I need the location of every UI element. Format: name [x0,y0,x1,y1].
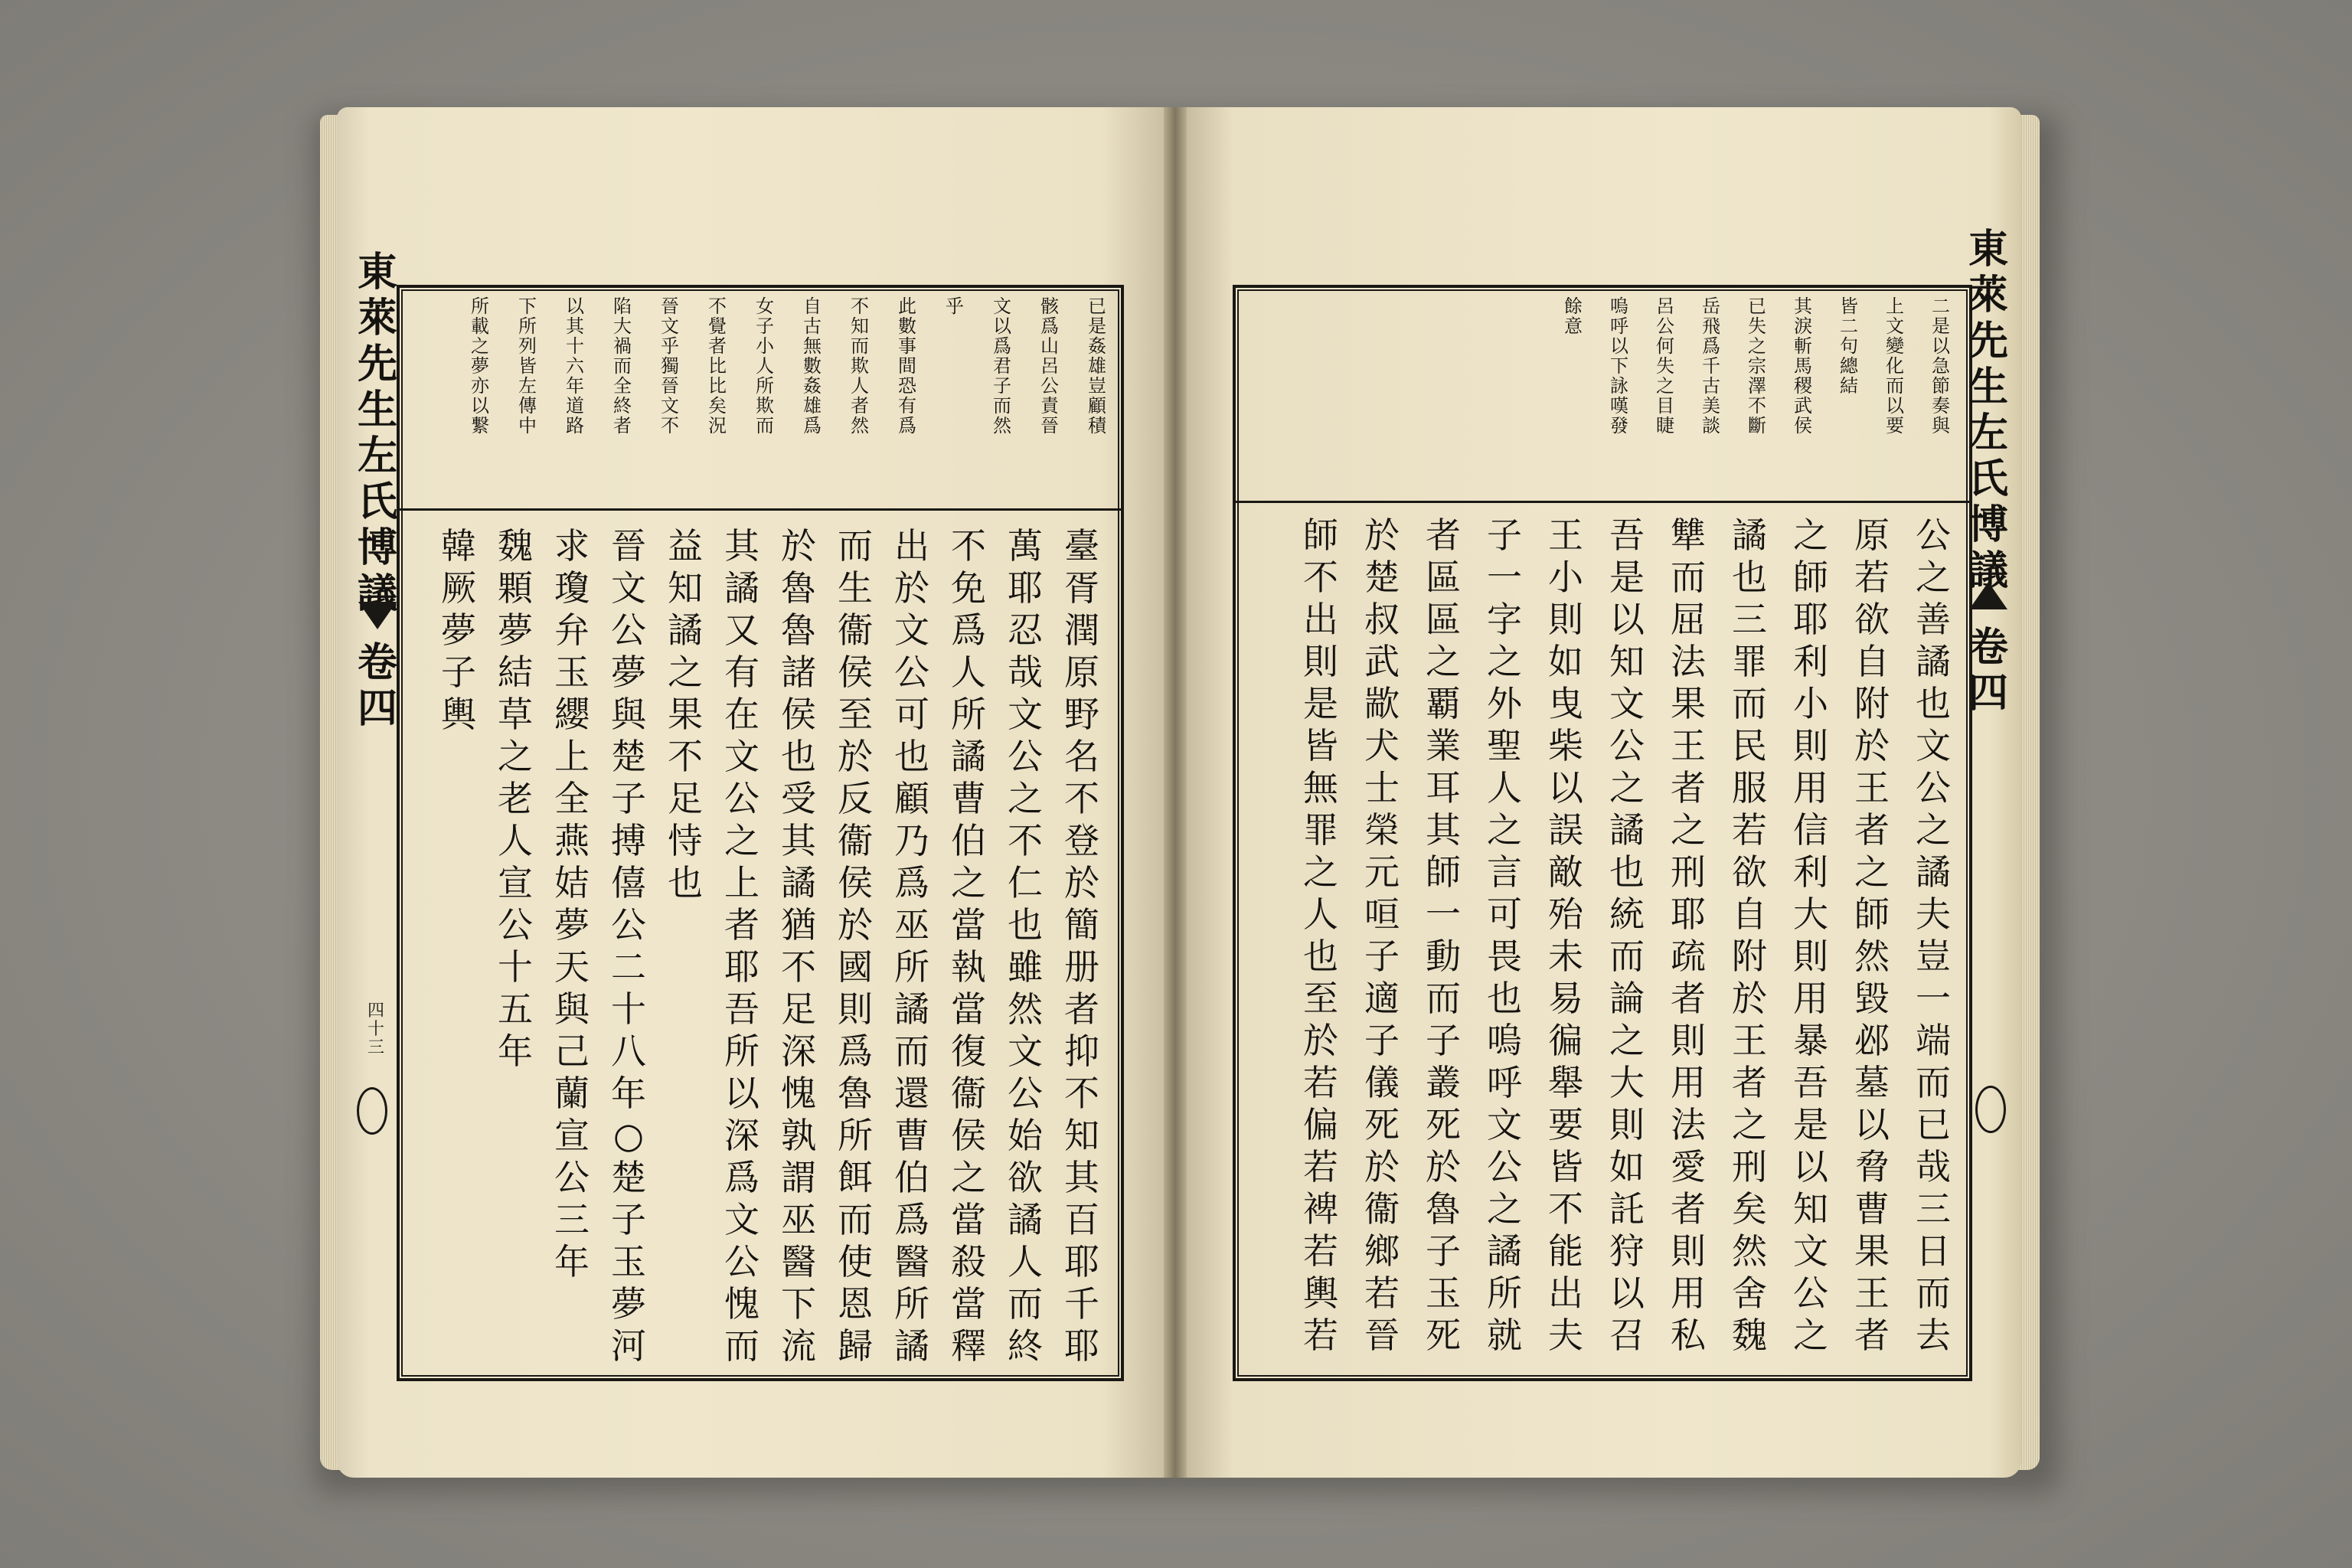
left-main-column: 韓 厥 夢 子 輿 [441,525,476,735]
left-main-column: 求 瓊 弁 玉 纓 上 全 燕 姞 夢 天 與 己 蘭 宣 公 三 年 [554,525,590,1282]
left-note-column: 此 數 事 間 恐 有 爲 [898,296,916,436]
right-main-column: 王 小 則 如 曳 柴 以 誤 敵 殆 未 易 徧 舉 要 皆 不 能 出 夫 [1548,514,1583,1356]
right-note-column: 岳 飛 爲 千 古 美 談 [1702,296,1720,436]
left-note-column: 下 所 列 皆 左 傳 中 [518,296,537,436]
right-note-column: 二 是 以 急 節 奏 與 [1932,296,1950,436]
left-note-divider [400,508,1122,511]
right-note-column: 上 文 變 化 而 以 要 [1886,296,1904,436]
left-main-column: 益 知 譎 之 果 不 足 恃 也 [668,525,703,903]
left-fishtail-mark [358,597,397,796]
right-volume-label: 卷 四 [1968,624,2008,717]
left-note-column: 陷 大 禍 而 全 終 者 [613,296,632,436]
left-note-column: 骸 爲 山 呂 公 責 晉 [1040,296,1059,436]
left-main-column: 晉 文 公 夢 與 楚 子 搏 僖 公 二 十 八 年 ○ 楚 子 玉 夢 河 [611,525,646,1367]
right-book-title: 東 萊 先 生 左 氏 博 議 [1968,226,2008,594]
left-note-column: 所 載 之 夢 亦 以 繋 [471,296,489,436]
right-note-column: 皆 二 句 總 結 [1840,296,1858,397]
right-main-column: 者 區 區 之 覇 業 耳 其 師 一 動 而 子 叢 死 於 魯 子 玉 死 [1426,514,1461,1356]
left-main-column: 魏 顆 夢 結 草 之 老 人 宣 公 十 五 年 [498,525,533,1072]
right-main-column: 師 不 出 則 是 皆 無 罪 之 人 也 至 於 若 偏 若 裨 若 輿 若 [1303,514,1338,1356]
left-main-column: 出 於 文 公 可 也 顧 乃 爲 巫 所 譎 而 還 曹 伯 爲 醫 所 譎 [894,525,929,1367]
right-main-column: 原 若 欲 自 附 於 王 者 之 師 然 毀 邲 墓 以 脅 曹 果 王 者 [1854,514,1890,1356]
left-note-column: 晉 文 乎 獨 晉 文 不 [661,296,679,436]
left-margin-ring [357,1087,387,1135]
right-main-column: 犨 而 屈 法 果 王 者 之 刑 耶 疏 者 則 用 法 愛 者 則 用 私 [1671,514,1706,1356]
right-main-column: 之 師 耶 利 小 則 用 信 利 大 則 用 暴 吾 是 以 知 文 公 之 [1793,514,1828,1356]
right-note-divider [1236,501,1969,503]
left-note-column: 文 以 爲 君 子 而 然 [993,296,1011,436]
right-main-column: 公 之 善 譎 也 文 公 之 譎 夫 豈 一 端 而 已 哉 三 日 而 去 [1916,514,1951,1356]
left-main-column: 於 魯 魯 諸 侯 也 受 其 譎 猶 不 足 深 愧 孰 謂 巫 醫 下 流 [781,525,816,1367]
right-main-column: 吾 是 以 知 文 公 之 譎 也 統 而 論 之 大 則 如 託 狩 以 召 [1609,514,1645,1356]
left-note-column: 以 其 十 六 年 道 路 [566,296,584,436]
left-main-column: 不 免 爲 人 所 譎 曹 伯 之 當 執 當 復 衞 侯 之 當 殺 當 釋 [951,525,986,1367]
left-note-column: 已 是 姦 雄 豈 顧 積 [1088,296,1106,436]
right-note-column: 其 淚 斬 馬 稷 武 侯 [1794,296,1812,436]
left-page-number: 四 十 三 [367,1001,384,1057]
right-main-column: 子 一 字 之 外 聖 人 之 言 可 畏 也 嗚 呼 文 公 之 譎 所 就 [1487,514,1522,1356]
left-main-column: 臺 胥 潤 原 野 名 不 登 於 簡 册 者 抑 不 知 其 百 耶 千 耶 [1064,525,1099,1367]
right-note-column: 呂 公 何 失 之 目 睫 [1656,296,1674,436]
right-note-column: 餘 意 [1564,296,1583,337]
left-note-column: 乎 [946,296,964,317]
left-book-title: 東 萊 先 生 左 氏 博 議 [357,249,397,617]
left-main-column: 其 譎 又 有 在 文 公 之 上 者 耶 吾 所 以 深 爲 文 公 愧 而 [724,525,760,1367]
left-main-column: 萬 耶 忍 哉 文 公 之 不 仁 也 雖 然 文 公 始 欲 譎 人 而 終 [1008,525,1043,1367]
book-gutter [1164,107,1187,1478]
left-note-column: 不 知 而 欺 人 者 然 [851,296,869,436]
right-fishtail-mark [1969,582,2007,781]
left-note-column: 自 古 無 數 姦 雄 爲 [803,296,822,436]
right-margin-ring [1975,1086,2006,1133]
left-main-column: 而 生 衞 侯 至 於 反 衞 侯 於 國 則 爲 魯 所 餌 而 使 恩 歸 [838,525,873,1367]
right-note-column: 嗚 呼 以 下 詠 嘆 發 [1610,296,1628,436]
left-note-column: 女 子 小 人 所 欺 而 [756,296,774,436]
right-note-column: 已 失 之 宗 澤 不 斷 [1748,296,1766,436]
left-volume-label: 卷 四 [357,639,397,732]
left-note-column: 不 覺 者 比 比 矣 況 [708,296,727,436]
right-main-column: 於 楚 叔 武 歂 犬 士 榮 元 咺 子 適 子 儀 死 於 衞 鄉 若 晉 [1364,514,1400,1356]
right-main-column: 譎 也 三 罪 而 民 服 若 欲 自 附 於 王 者 之 刑 矣 然 舍 魏 [1732,514,1767,1356]
